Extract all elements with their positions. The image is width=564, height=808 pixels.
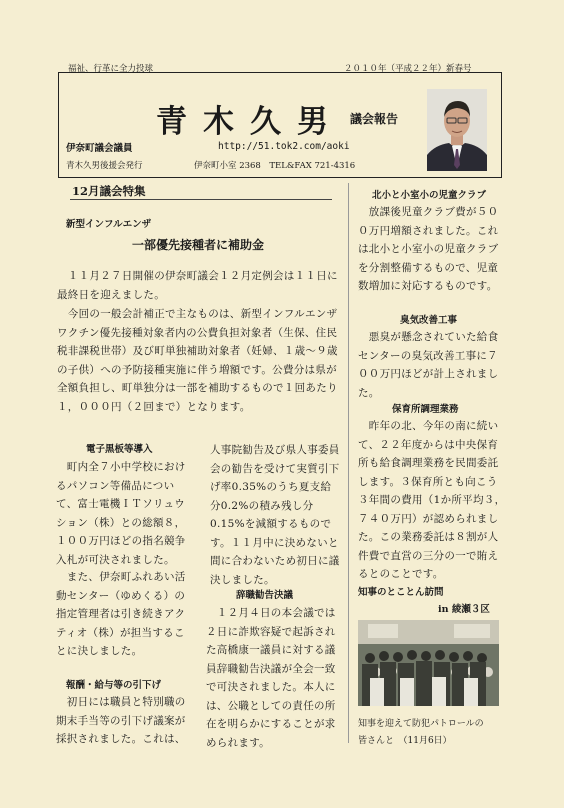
- portrait-image: [427, 89, 487, 171]
- masthead-name: 青木久男: [156, 104, 344, 140]
- col1-text-1: 町内全７小中学校におけるパソコン等備品について、富士電機ＩＴソリュウション（株）との総額８，１００万円ほどの指名競争入札が可決されました。: [56, 461, 186, 566]
- tagline: 福祉、行革に全力投球: [68, 64, 154, 74]
- right-text-2: 悪臭が懸念されていた給食センターの臭気改善工事に７００万円ほどが計上されました。: [358, 331, 499, 399]
- photo-caption-line-1: 知事を迎えて防犯パトロールの: [358, 719, 484, 729]
- website-link[interactable]: http://51.tok2.com/aoki: [218, 141, 350, 152]
- publisher: 青木久男後援会発行: [66, 161, 143, 171]
- col1-heading-2: 報酬・給与等の引下げ: [66, 680, 162, 691]
- right-heading-3: 保育所調理業務: [392, 404, 459, 415]
- article-para-1: １１月２７日開催の伊奈町議会１２月定例会は１１日に最終日を迎えました。: [57, 270, 338, 301]
- section-underline: [70, 199, 332, 200]
- edition-label: ２０１０年（平成２２年）新春号: [344, 64, 472, 74]
- right-heading-4: 知事のとことん訪問: [358, 587, 444, 598]
- col1-heading-1: 電子黒板等導入: [86, 444, 153, 455]
- col1-text-2: また、伊奈町ふれあい活動センター（ゆめくる）の指定管理者は引き続きアクティオ（株）が担当することに決しました。: [56, 571, 186, 657]
- group-photo: [358, 620, 499, 706]
- col1-text-3: 初日には職員と特別職の期末手当等の引下げ議案が採択されました。これは、: [56, 696, 186, 745]
- article-para-2: 今回の一般会計補正で主なものは、新型インフルエンザワクチン優先接種対象者内の公費負担対象者（生保、住民税非課税世帯）及び町単独補助対象者（妊婦、１歳～９歳の子供）への予防接種実施に伴う増額です。公費分は県が全額負担し、町単独分は一部を補助するもので１回あたり１，０００円（２回まで）となります。: [57, 308, 338, 413]
- member-role: 伊奈町議会議員: [66, 143, 133, 154]
- right-heading-1: 北小と小室小の児童クラブ: [372, 190, 487, 201]
- col2-text-2: １２月４日の本会議では２日に詐欺容疑で起訴された高橋康一議員に対する議員辞職勧告決議が全会一致で可決されました。本人には、公職としての責任の所在を明らかにすることが求められます。: [206, 607, 336, 749]
- portrait-photo: [427, 89, 487, 171]
- group-photo-image: [358, 620, 499, 706]
- topic-label: 新型インフルエンザ: [66, 219, 152, 230]
- right-heading-4-sub: in 綾瀬３区: [438, 604, 490, 615]
- section-title: 12月議会特集: [72, 184, 146, 198]
- right-text-1: 放課後児童クラブ費が５００万円増額されました。これは北小と小室小の児童クラブを分割整備するもので、児童数増加に対応するものです。: [358, 206, 499, 292]
- article-headline: 一部優先接種者に補助金: [132, 238, 265, 252]
- masthead-subtitle: 議会報告: [350, 112, 399, 126]
- right-text-3: 昨年の北、今年の南に続いて、２２年度からは中央保育所も給食調理業務を民間委託します。３保育所とも向こう３年間の費用（1か所平均３，７４０万円）が認められました。この業務委託は８割が人件費で直営の三分の一で賄えるとのことです。: [358, 420, 506, 580]
- contact-address: 伊奈町小室 2368 TEL&FAX 721-4316: [194, 161, 356, 171]
- col2-heading: 辞職勧告決議: [236, 590, 294, 601]
- column-divider: [348, 183, 349, 743]
- col2-text-1: 人事院勧告及び県人事委員会の勧告を受けて実質引下げ率0.35%のうち夏支給分0.2%の積み残し分0.15%を減額するものです。１１月中に決めないと間に合わないため初日に議決しました。: [210, 444, 340, 586]
- photo-caption-line-2: 皆さんと （11月6日）: [358, 736, 452, 746]
- right-heading-2: 臭気改善工事: [400, 315, 458, 326]
